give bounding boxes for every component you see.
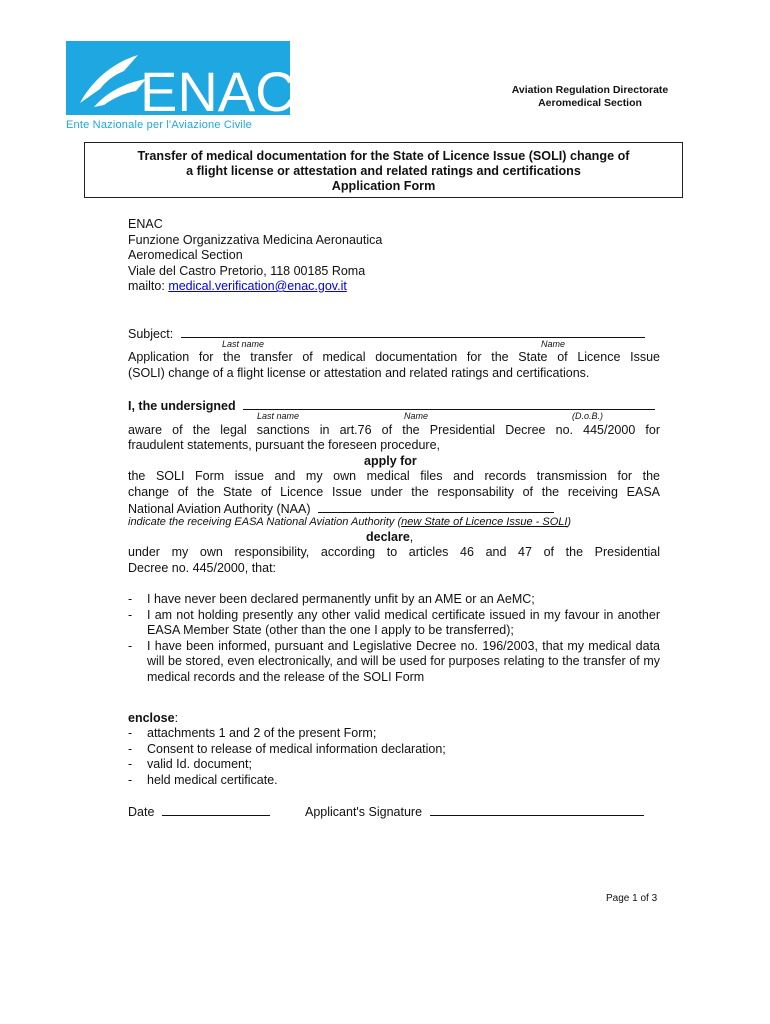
enclose-heading: enclose: [128, 711, 175, 725]
enac-logo-graphic: [66, 41, 290, 115]
declare-heading: declare: [366, 530, 410, 544]
soli-line-3: National Aviation Authority (NAA): [128, 502, 311, 516]
enclose-item: [128, 726, 660, 742]
section-name: Aeromedical Section: [538, 97, 642, 109]
enclose-text: valid Id. document;: [147, 757, 252, 771]
address-line-3: Aeromedical Section: [128, 248, 243, 262]
title-line-1: Transfer of medical documentation for the State of Licence Issue (SOLI) change of: [137, 149, 630, 163]
declaration-text: I am not holding presently any other valid medical certificate issued in my favour in another EASA Member State (other than the one I apply to be transferred);: [147, 607, 660, 637]
enclose-heading-row: [128, 711, 178, 727]
aware-line-2: fraudulent statements, pursuant the foreseen procedure,: [128, 438, 440, 452]
bullet-dash: -: [128, 592, 133, 606]
directorate-name: Aviation Regulation Directorate: [511, 84, 669, 96]
enclose-item: [128, 742, 660, 758]
address-line-1: ENAC: [128, 217, 163, 231]
declaration-text: I have been informed, pursuant and Legislative Decree no. 196/2003, that my medical data will be stored, even electronically, and will be used for purposes relating to the transfer of my medical records and the release of the SOLI Form: [147, 638, 660, 684]
email-link[interactable]: medical.verification@enac.gov.it: [168, 279, 347, 293]
declaration-item: [128, 608, 660, 639]
recipient-address: [128, 217, 382, 295]
indicate-end: ): [567, 516, 572, 528]
subject-row: [128, 325, 645, 343]
enclose-text: held medical certificate.: [147, 772, 278, 787]
bullet-dash: -: [128, 772, 133, 787]
declare-heading-row: [366, 530, 413, 546]
enclose-list: [128, 726, 660, 788]
soli-line-3-row: [128, 500, 554, 518]
enclose-colon: :: [174, 711, 179, 725]
subject-label: Subject:: [128, 327, 174, 341]
signature-row: [305, 803, 644, 821]
page-number: Page 1 of 3: [606, 893, 658, 904]
subject-name-caption: Name: [541, 339, 566, 349]
enclose-item: [128, 757, 660, 773]
date-field[interactable]: [162, 803, 270, 816]
declaration-text: I have never been declared permanently unfit by an AME or an AeMC;: [147, 592, 535, 606]
address-line-4: Viale del Castro Pretorio, 118 00185 Roma: [128, 263, 366, 278]
enclose-text: attachments 1 and 2 of the present Form;: [147, 726, 377, 740]
address-email-line: [128, 279, 382, 295]
bullet-dash: -: [128, 757, 133, 771]
subject-last-name-caption: Last name: [222, 339, 265, 349]
naa-field[interactable]: [318, 500, 554, 513]
form-title-box: [84, 142, 683, 198]
bullet-dash: -: [128, 726, 133, 740]
indicate-naa-note: [128, 516, 571, 528]
undersigned-last-name-caption: Last name: [257, 411, 300, 421]
subject-text-2: (SOLI) change of a flight license or attestation and related ratings and certifications.: [128, 366, 590, 380]
directorate-header: [492, 84, 688, 110]
enclose-item: [128, 773, 660, 789]
address-line-2: Funzione Organizzativa Medicina Aeronautica: [128, 232, 383, 247]
apply-for-heading: apply for: [364, 454, 417, 468]
bullet-dash: -: [128, 638, 133, 653]
undersigned-field[interactable]: [243, 397, 655, 410]
date-row: [128, 803, 270, 821]
declarations-list: [128, 592, 660, 685]
indicate-text: indicate the receiving EASA National Aviation Authority (: [128, 516, 402, 528]
title-line-2: a flight license or attestation and related ratings and certifications: [186, 164, 581, 178]
enclose-text: Consent to release of medical information declaration;: [147, 741, 446, 756]
aware-line-1: aware of the legal sanctions in art.76 of the Presidential Decree no. 445/2000 for: [128, 423, 660, 437]
responsibility-line-2: Decree no. 445/2000, that:: [128, 561, 277, 575]
signature-label: Applicant's Signature: [305, 805, 423, 819]
enac-logo: [66, 41, 290, 115]
undersigned-dob-caption: (D.o.B.): [572, 411, 604, 421]
title-line-3: Application Form: [331, 179, 436, 193]
mailto-label: mailto:: [128, 279, 165, 293]
date-label: Date: [128, 805, 155, 819]
bullet-dash: -: [128, 741, 133, 756]
undersigned-name-caption: Name: [404, 411, 429, 421]
declaration-item: [128, 639, 660, 686]
logo-caption: Ente Nazionale per l'Aviazione Civile: [66, 119, 253, 131]
subject-text-1: Application for the transfer of medical documentation for the State of Licence Issue: [128, 350, 660, 364]
indicate-underlined: new State of Licence Issue - SOLI: [401, 516, 568, 528]
subject-name-field[interactable]: [181, 325, 645, 338]
soli-line-1: the SOLI Form issue and my own medical files and records transmission for the: [128, 469, 660, 483]
logo-word: ENAC: [140, 60, 290, 115]
bullet-dash: -: [128, 607, 133, 622]
undersigned-label: I, the undersigned: [128, 399, 236, 413]
signature-field[interactable]: [430, 803, 644, 816]
responsibility-line-1: under my own responsibility, according to articles 46 and 47 of the Presidential: [128, 545, 660, 559]
declare-comma: ,: [409, 530, 414, 544]
declaration-item: [128, 592, 660, 608]
soli-line-2: change of the State of Licence Issue under the responsability of the receiving EASA: [128, 485, 660, 499]
